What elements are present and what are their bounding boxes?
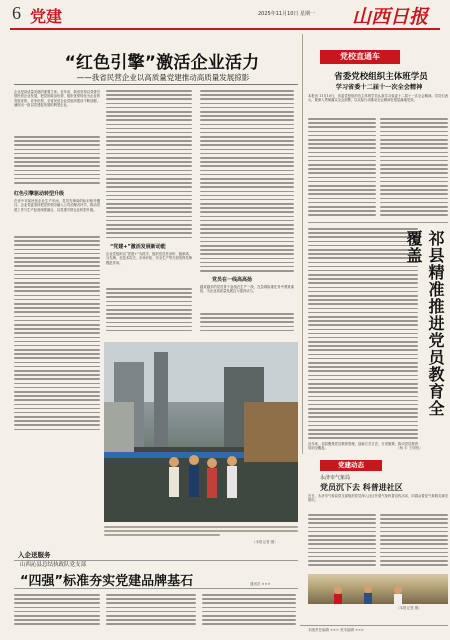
party-dynamics-label (320, 460, 382, 471)
footer-rule (300, 625, 448, 626)
lead-body-col2-text-2 (106, 288, 192, 336)
page-number: 6 (12, 3, 21, 23)
lead-story (0, 30, 300, 608)
bottom-body-col1 (14, 594, 100, 628)
rail-body-text (308, 118, 376, 218)
lead-body-col1-text (14, 136, 100, 186)
lead-body-col3-b: 越来越多的党员骨干奋战在生产一线，在急难险重任务中勇挑重担，为企业高质量发展注入强劲动力。 (200, 285, 294, 294)
rail-title-2: 学习省委十二届十一次全会精神 (335, 84, 423, 91)
party-school-label-text: 党校直通车 (340, 52, 380, 61)
lead-body-col3-text-2 (200, 313, 294, 337)
lead-body-col2 (106, 90, 192, 240)
photo-credit: （本报记者 摄） (252, 540, 278, 544)
lead-rule (14, 84, 298, 85)
brief-caption: （本报记者 摄） (396, 606, 422, 610)
bottom-story (0, 560, 300, 630)
brief-kicker: 永济市气象局 (320, 475, 351, 481)
party-dynamics-section (300, 460, 450, 630)
lead-body-col1-intro: 企业是高质量发展的重要主体。近年来，我省坚持以党建引领民营企业发展，把党的政治优势、组织优势转化为企业的发展优势、竞争优势，全省民营企业党组织建设不断加强，涌现出一批以党建促发展的典型企业。 (14, 90, 100, 108)
bottom-byline: 通讯员 ××× (250, 582, 271, 586)
rail-rule (308, 222, 448, 223)
party-dynamics-label-text: 党建动态 (338, 461, 364, 469)
bottom-title: “四强”标准夯实党建品牌基石 (20, 574, 194, 589)
brief-photo (308, 574, 448, 604)
brief-title: 党员沉下去 科普进社区 (320, 483, 403, 492)
date-line: 2025年11月10日 星期一 (258, 11, 316, 17)
lead-title: “红色引擎”激活企业活力 (64, 53, 260, 73)
lead-body-col1-b: 在晋中市某民营企业生产车间，党员先锋岗的标识格外醒目。企业党委坚持把党的领导融入公司治理各环节，推动党建工作与生产经营深度融合，以党建引领企业转型升级。 (14, 199, 100, 212)
bottom-body-col2 (106, 594, 196, 628)
brief-body-text-2 (380, 514, 448, 572)
factory-scene (104, 342, 298, 522)
rail-title-1: 省委党校组织主体班学员 (334, 72, 428, 82)
lead-body-col3 (200, 90, 294, 276)
footer-editors: 本版责任编辑 ××× 美术编辑 ××× (308, 628, 364, 632)
party-school-label (320, 50, 400, 64)
rail-divider (302, 34, 303, 454)
bottom-rule (14, 588, 298, 589)
rail-body: 本报讯 11月10日，省委党校组织各主体班学员认真学习省委十二届十一次全会精神。学员们表示，要深入贯彻落实全会部署，以实际行动推动全会精神在基层落地见效。 (308, 94, 448, 103)
factory-photo (104, 342, 298, 522)
masthead (0, 0, 450, 32)
lead-body-col1-text-2 (14, 236, 100, 431)
newspaper-logo: 山西日报 (352, 6, 429, 28)
lead-subhead-2: “党建+”激活发展新动能 (110, 244, 166, 250)
lead-body-col2-b: 企业党组织以“党建+”为抓手，组织党员亮身份、践承诺、当先锋，在技术攻关、市场开拓、安全生产等方面发挥先锋模范作用。 (106, 252, 192, 265)
brief-body-text (308, 514, 376, 572)
bottom-body-col3 (202, 594, 296, 628)
brief-body: 近日，永济市气象局党支部组织党员深入社区开展气象科普宣传活动，向群众普及气象防灾减灾知识。 (308, 494, 448, 503)
photo-caption: 入企送服务 (18, 551, 51, 559)
vertical-headline: 祁县精准推进党员教育全覆盖 (404, 230, 445, 417)
vertical-story-lede: 近年来，祁县聚焦党员教育管理，创新方式方法，分类施策，推动党员教育培训全覆盖。 (308, 442, 418, 451)
footer (300, 625, 450, 637)
right-rail (300, 30, 450, 460)
photo-caption-text (104, 526, 298, 540)
lead-subhead-3: 党员在一线高高扬 (212, 277, 253, 283)
brief-photo-scene (308, 574, 448, 604)
lead-subhead-1: 红色引擎驱动转型升级 (14, 191, 65, 197)
rail-body-text-2 (380, 118, 448, 218)
section-name: 党建 (30, 7, 63, 26)
lead-subtitle: ——我省民营企业以高质量党建推动高质量发展掠影 (76, 73, 250, 82)
bottom-kicker: 山西沁县总结执政队党支部 (20, 562, 87, 568)
vertical-story-credit: （杨 丰 王明悦） (396, 446, 423, 450)
